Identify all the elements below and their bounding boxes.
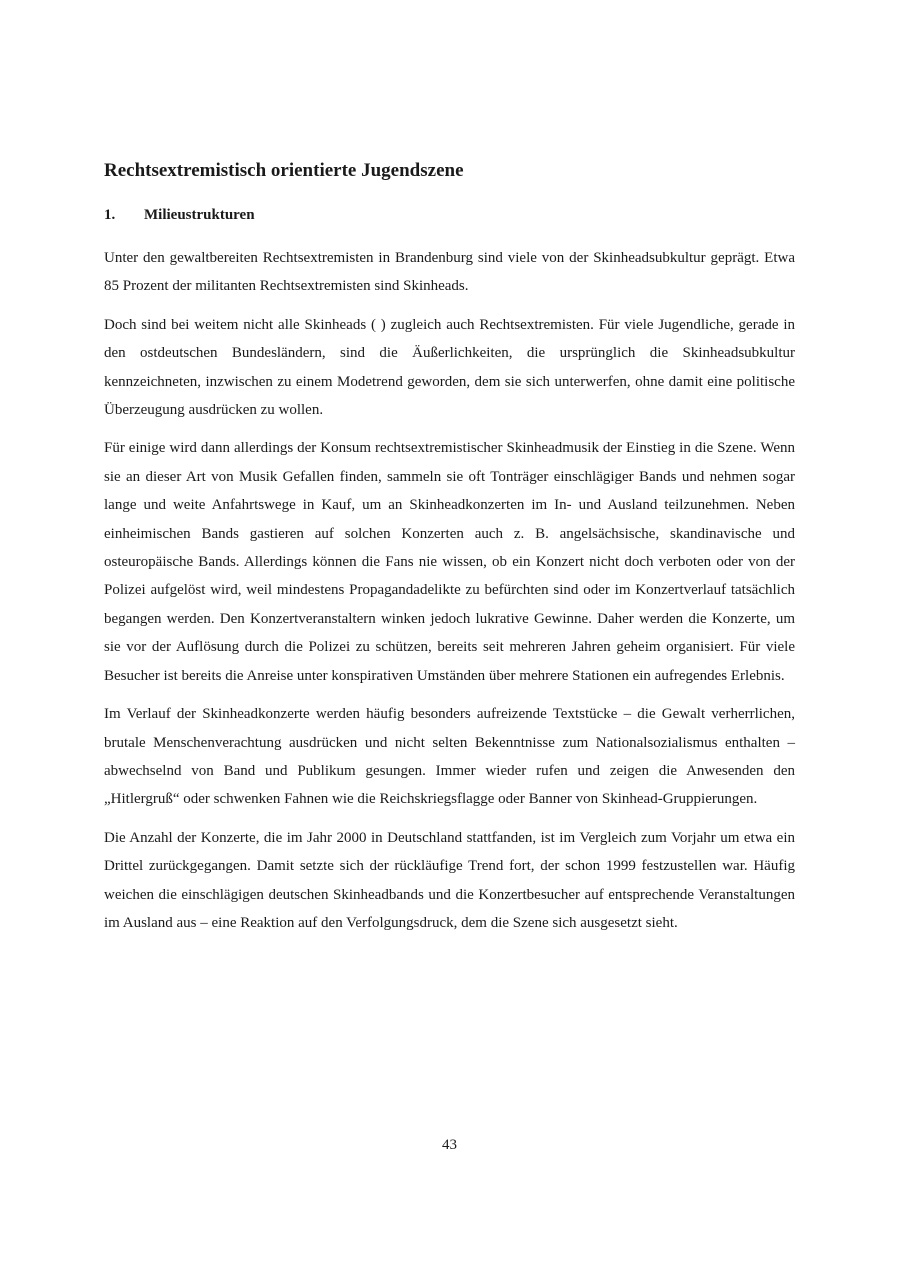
paragraph: Doch sind bei weitem nicht alle Skinheads ( ) zugleich auch Rechtsextremisten. Für viele Jugendliche, gerade in den ostdeutschen Bundesländern, sind die Äußerlichkeiten, die ursprünglich die Skinheadsubkultur kennzeichneten, inzwischen zu einem Modetrend geworden, dem sie sich unterwerfen, ohne damit eine politische Überzeugung ausdrücken zu wollen. [104, 316, 795, 419]
paragraph: Unter den gewaltbereiten Rechtsextremisten in Brandenburg sind viele von der Skinheadsubkultur geprägt. Etwa 85 Prozent der militanten Rechtsextremisten sind Skinheads. [104, 250, 795, 295]
paragraph: Die Anzahl der Konzerte, die im Jahr 2000 in Deutschland stattfanden, ist im Vergleich zum Vorjahr um etwa ein Drittel zurückgegangen. Damit setzte sich der rückläufige Trend fort, der schon 1999 festzustellen war. Häufig weichen die einschlägigen deutschen Skinheadbands und die Konzertbesucher auf entsprechende Veranstaltungen im Ausland aus – eine Reaktion auf den Verfolgungsdruck, dem die Szene sich ausgesetzt sieht. [104, 829, 795, 931]
paragraph: Im Verlauf der Skinheadkonzerte werden häufig besonders aufreizende Textstücke – die Gewalt verherrlichen, brutale Menschenverachtung ausdrücken und nicht selten Bekenntnisse zum Nationalsozialismus enthalten – abwechselnd von Band und Publikum gesungen. Immer wieder rufen und zeigen die Anwesenden den „Hitlergruß“ oder schwenken Fahnen wie die Reichskriegsflagge oder Banner von Skinhead-Gruppierungen. [104, 706, 795, 808]
section-title: Milieustrukturen [144, 207, 255, 223]
paragraph: Für einige wird dann allerdings der Konsum rechtsextremistischer Skinheadmusik der Einstieg in die Szene. Wenn sie an dieser Art von Musik Gefallen finden, sammeln sie oft Tonträger einschlägiger Bands und nehmen sogar lange und weite Anfahrtswege in Kauf, um an Skinheadkonzerten im In- und Ausland teilzunehmen. Neben einheimischen Bands gastieren auf solchen Konzerten auch z. B. angelsächsische, skandinavische und osteuropäische Bands. Allerdings können die Fans nie wissen, ob ein Konzert nicht doch verboten oder von der Polizei aufgelöst wird, weil mindestens Propagandadelikte zu befürchten sind oder im Konzertverlauf tatsächlich begangen werden. Den Konzertveranstaltern winken jedoch lukrative Gewinne. Daher werden die Konzerte, um sie vor der Auflösung durch die Polizei zu schützen, bereits seit mehreren Jahren geheim organisiert. Für viele Besucher ist bereits die Anreise unter konspirativen Umständen über mehrere Stationen ein aufregendes Erlebnis. [104, 440, 795, 684]
page-title: Rechtsextremistisch orientierte Jugendszene [104, 160, 464, 181]
body-text [104, 244, 795, 947]
section-heading [104, 207, 255, 224]
page-number: 43 [442, 1137, 457, 1153]
section-number: 1. [104, 207, 116, 223]
